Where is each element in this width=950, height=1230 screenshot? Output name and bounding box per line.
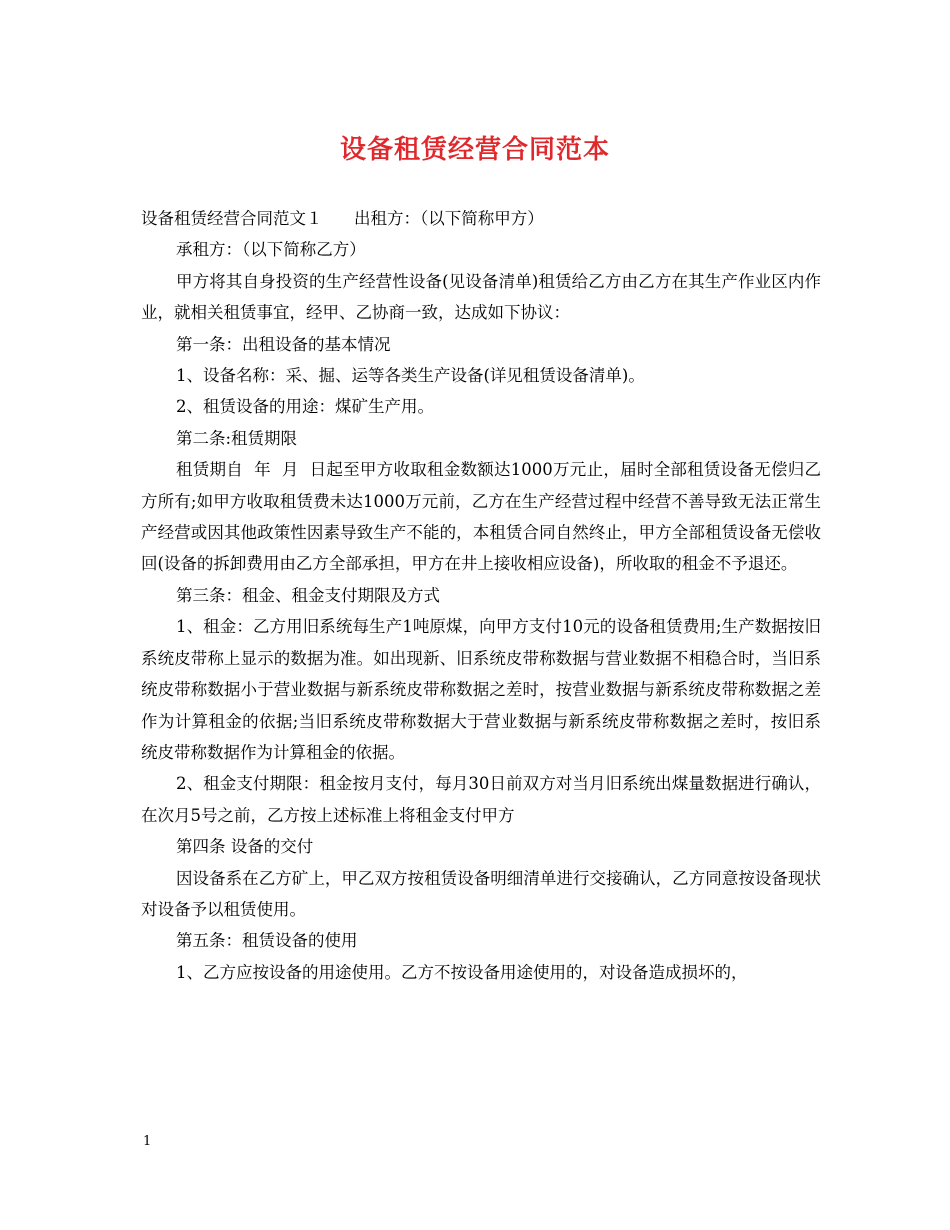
document-paragraph: 1、设备名称：采、掘、运等各类生产设备(详见租赁设备清单)。 xyxy=(176,366,645,386)
document-paragraph: 2、租赁设备的用途：煤矿生产用。 xyxy=(176,397,434,417)
page-number: 1 xyxy=(143,1134,152,1149)
document-paragraph: 承租方：（以下简称乙方） xyxy=(176,240,366,260)
document-paragraph: 第二条:租赁期限 xyxy=(176,428,298,448)
document-paragraph: 租赁期自 年 月 日起至甲方收取租金数额达1000万元止，届时全部租赁设备无偿归乙方所有;如甲方收取租赁费未达1000万元前，乙方在生产经营过程中经营不善导致无法正常生产经营或因其他政策性因素导致生产不能的，本租赁合同自然终止，甲方全部租赁设备无偿收回(设备的拆卸费用由乙方全部承担，甲方在井上接收相应设备)，所收取的租金不予退还。 xyxy=(141,460,821,574)
document-paragraph: 第四条 设备的交付 xyxy=(176,837,314,857)
document-paragraph: 第五条：租赁设备的使用 xyxy=(176,931,358,951)
document-paragraph: 1、租金：乙方用旧系统每生产1吨原煤，向甲方支付10元的设备租赁费用;生产数据按旧系统皮带称上显示的数据为准。如出现新、旧系统皮带称数据与营业数据不相稳合时，当旧系统皮带称数据小于营业数据与新系统皮带称数据之差时，按营业数据与新系统皮带称数据之差作为计算租金的依据;当旧系统皮带称数据大于营业数据与新系统皮带称数据之差时，按旧系统皮带称数据作为计算租金的依据。 xyxy=(141,617,821,762)
document-paragraph: 设备租赁经营合同范文１ 出租方：（以下简称甲方） xyxy=(141,209,544,228)
document-title: 设备租赁经营合同范本 xyxy=(339,135,610,165)
document-paragraph: 甲方将其自身投资的生产经营性设备(见设备清单)租赁给乙方由乙方在其生产作业区内作业，就相关租赁事宜，经甲、乙协商一致，达成如下协议： xyxy=(141,271,821,323)
document-paragraph: 2、租金支付期限：租金按月支付，每月30日前双方对当月旧系统出煤量数据进行确认，在次月5号之前，乙方按上述标准上将租金支付甲方 xyxy=(141,774,821,825)
document-paragraph: 第一条：出租设备的基本情况 xyxy=(176,334,391,354)
document-paragraph: 1、乙方应按设备的用途使用。乙方不按设备用途使用的，对设备造成损坏的， xyxy=(176,962,748,982)
document-paragraph: 第三条：租金、租金支付期限及方式 xyxy=(176,585,440,605)
document-body xyxy=(141,203,821,988)
document-paragraph: 因设备系在乙方矿上，甲乙双方按租赁设备明细清单进行交接确认，乙方同意按设备现状对设备予以租赁使用。 xyxy=(141,868,821,919)
